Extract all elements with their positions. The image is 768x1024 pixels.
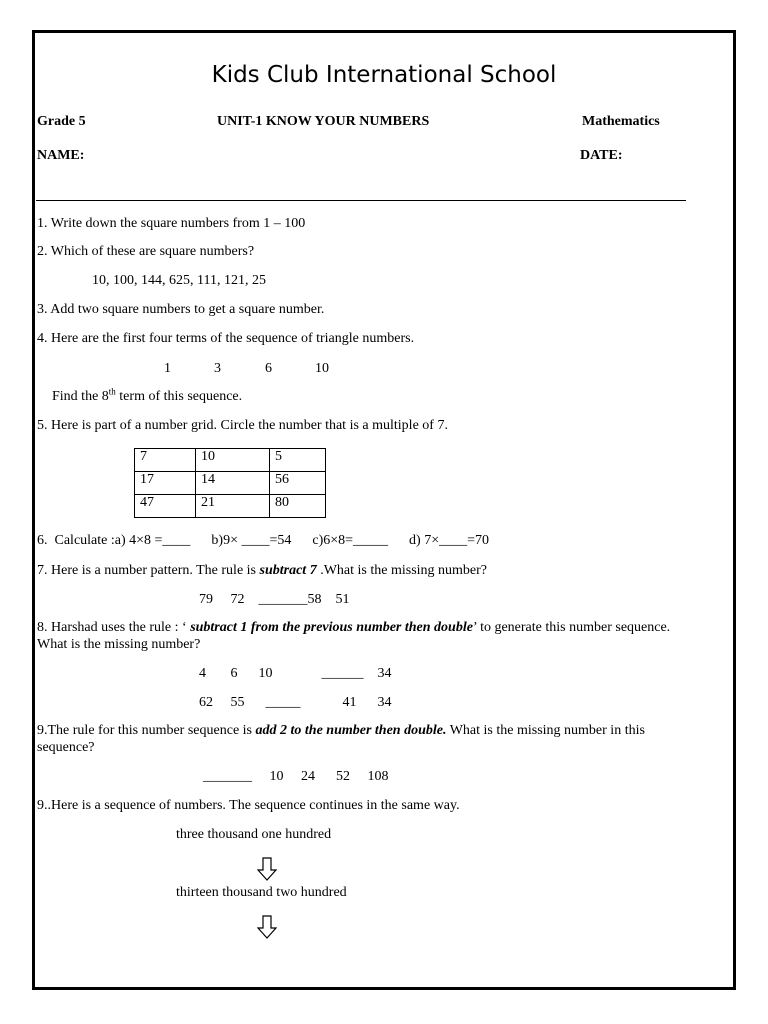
- school-title: Kids Club International School: [211, 62, 557, 88]
- down-arrow-icon: [257, 857, 277, 881]
- grid-cell[interactable]: 47: [135, 495, 196, 518]
- question-9-line-2: sequence?: [37, 740, 95, 755]
- q8-post: ’ to generate this number sequence.: [472, 620, 671, 635]
- question-8-sequence-2: 62 55 _____ 41 34: [199, 695, 392, 710]
- q9-post: What is the missing number in this: [446, 723, 645, 738]
- subject-label: Mathematics: [582, 114, 660, 129]
- question-8: [37, 620, 670, 636]
- grid-cell[interactable]: 7: [135, 449, 196, 472]
- table-row: [135, 495, 326, 518]
- q7-pre: 7. Here is a number pattern. The rule is: [37, 563, 260, 578]
- question-2-list: 10, 100, 144, 625, 111, 121, 25: [92, 273, 266, 288]
- q9-rule: add 2 to the number then double.: [255, 723, 447, 738]
- grid-cell[interactable]: 21: [196, 495, 270, 518]
- q8-pre: 8. Harshad uses the rule : ‘: [37, 620, 191, 635]
- q4-term-1: 1: [164, 361, 171, 376]
- q4-term-4: 10: [315, 361, 329, 376]
- table-row: [135, 472, 326, 495]
- q4-find-pre: Find the 8: [52, 389, 109, 404]
- sequence-item-2: thirteen thousand two hundred: [176, 885, 347, 900]
- grid-cell[interactable]: 56: [270, 472, 326, 495]
- grade-label: Grade 5: [37, 114, 86, 129]
- q4-term-2: 3: [214, 361, 221, 376]
- q4-find-sup: th: [108, 386, 116, 397]
- q4-term-3: 6: [265, 361, 272, 376]
- question-9: [37, 723, 645, 739]
- q8-rule: subtract 1 from the previous number then double: [190, 620, 473, 635]
- grid-cell[interactable]: 17: [135, 472, 196, 495]
- grid-cell[interactable]: 10: [196, 449, 270, 472]
- question-5: 5. Here is part of a number grid. Circle the number that is a multiple of 7.: [37, 418, 448, 433]
- question-10: 9..Here is a sequence of numbers. The sequence continues in the same way.: [37, 798, 460, 813]
- question-4: 4. Here are the first four terms of the sequence of triangle numbers.: [37, 331, 415, 346]
- question-8-line-2: What is the missing number?: [37, 637, 201, 652]
- down-arrow-icon: [257, 915, 277, 939]
- question-1: 1. Write down the square numbers from 1 – 100: [37, 216, 306, 231]
- grid-cell[interactable]: 5: [270, 449, 326, 472]
- question-8-sequence-1: 4 6 10 ______ 34: [199, 666, 392, 681]
- sequence-item-1: three thousand one hundred: [176, 827, 332, 842]
- date-label: DATE:: [580, 148, 623, 163]
- question-7: [37, 563, 487, 579]
- grid-cell[interactable]: 14: [196, 472, 270, 495]
- number-grid: [134, 448, 326, 518]
- q9-pre: 9.The rule for this number sequence is: [37, 723, 256, 738]
- q4-find-post: term of this sequence.: [115, 389, 243, 404]
- question-4-find: [52, 386, 243, 405]
- question-9-sequence: _______ 10 24 52 108: [203, 769, 389, 784]
- q7-rule: subtract 7: [259, 563, 317, 578]
- question-3: 3. Add two square numbers to get a square number.: [37, 302, 325, 317]
- unit-title: UNIT-1 KNOW YOUR NUMBERS: [217, 114, 430, 129]
- question-6: 6. Calculate :a) 4×8 =____ b)9× ____=54 c)6×8=_____ d) 7×____=70: [37, 533, 489, 548]
- name-label: NAME:: [37, 148, 85, 163]
- table-row: [135, 449, 326, 472]
- question-2: 2. Which of these are square numbers?: [37, 244, 255, 259]
- grid-cell[interactable]: 80: [270, 495, 326, 518]
- q7-post: .What is the missing number?: [316, 563, 488, 578]
- question-7-sequence: 79 72 _______58 51: [199, 592, 350, 607]
- header-divider: [36, 200, 686, 201]
